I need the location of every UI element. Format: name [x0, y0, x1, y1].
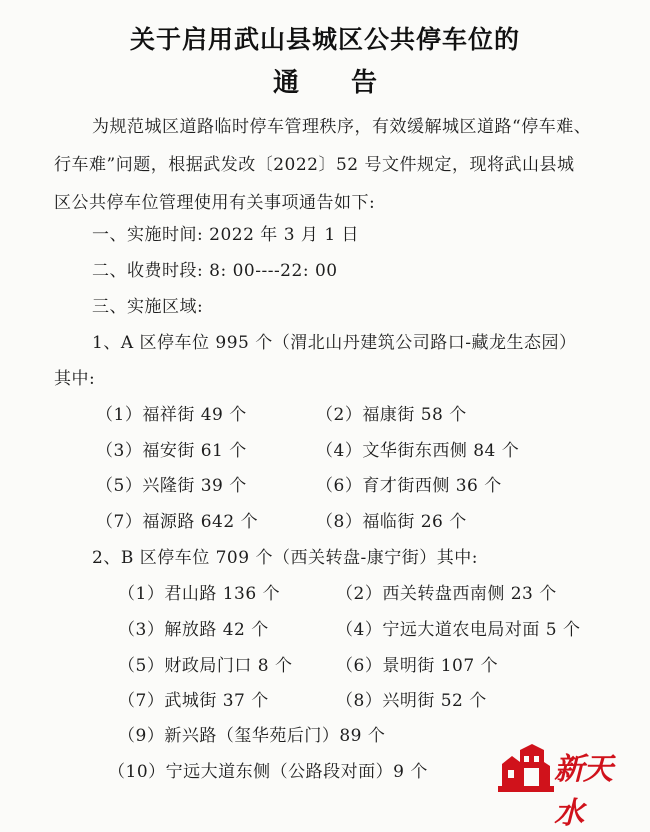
zone-b-heading: 2、B 区停车位 709 个（西关转盘-康宁街）其中: — [92, 548, 478, 568]
zone-b-item: （3）解放路 42 个 — [118, 620, 269, 640]
intro-line-3: 区公共停车位管理使用有关事项通告如下: — [54, 193, 376, 213]
zone-b-item: （2）西关转盘西南侧 23 个 — [336, 584, 557, 604]
zone-a-heading-cont: 其中: — [54, 369, 96, 389]
zone-b-item: （5）财政局门口 8 个 — [118, 656, 293, 676]
zone-b-item: （9）新兴路（玺华苑后门）89 个 — [118, 726, 386, 746]
zone-a-item: （1）福祥街 49 个 — [96, 405, 247, 425]
zone-a-item: （4）文华街东西侧 84 个 — [316, 441, 520, 461]
section-implementation-time: 一、实施时间: 2022 年 3 月 1 日 — [92, 225, 360, 245]
zone-a-item: （3）福安街 61 个 — [96, 441, 247, 461]
watermark-logo — [498, 742, 638, 831]
zone-a-item: （6）育才街西侧 36 个 — [316, 476, 502, 496]
document-title: 关于启用武山县城区公共停车位的 — [129, 25, 520, 54]
zone-b-item: （8）兴明街 52 个 — [336, 691, 487, 711]
zone-a-item: （8）福临街 26 个 — [316, 512, 467, 532]
zone-b-item: （4）宁远大道农电局对面 5 个 — [336, 620, 581, 640]
logo-text: 新天水 — [554, 752, 612, 831]
section-charging-hours: 二、收费时段: 8: 00----22: 00 — [92, 261, 338, 281]
zone-a-item: （5）兴隆街 39 个 — [96, 476, 247, 496]
document-subtitle: 通告 — [272, 68, 429, 98]
zone-a-item: （7）福源路 642 个 — [96, 512, 259, 532]
intro-line-2: 行车难”问题，根据武发改〔2022〕52 号文件规定，现将武山县城 — [54, 155, 575, 175]
section-implementation-area: 三、实施区域: — [92, 297, 204, 317]
zone-a-heading: 1、A 区停车位 995 个（渭北山丹建筑公司路口-藏龙生态园） — [92, 333, 577, 353]
building-logo-icon — [498, 742, 554, 794]
zone-b-item: （6）景明街 107 个 — [336, 656, 499, 676]
zone-b-item: （1）君山路 136 个 — [118, 584, 281, 604]
intro-line-1: 为规范城区道路临时停车管理秩序，有效缓解城区道路“停车难、 — [92, 117, 592, 137]
zone-b-item: （7）武城街 37 个 — [118, 691, 269, 711]
zone-a-item: （2）福康街 58 个 — [316, 405, 467, 425]
zone-b-item: （10）宁远大道东侧（公路段对面）9 个 — [108, 762, 428, 782]
